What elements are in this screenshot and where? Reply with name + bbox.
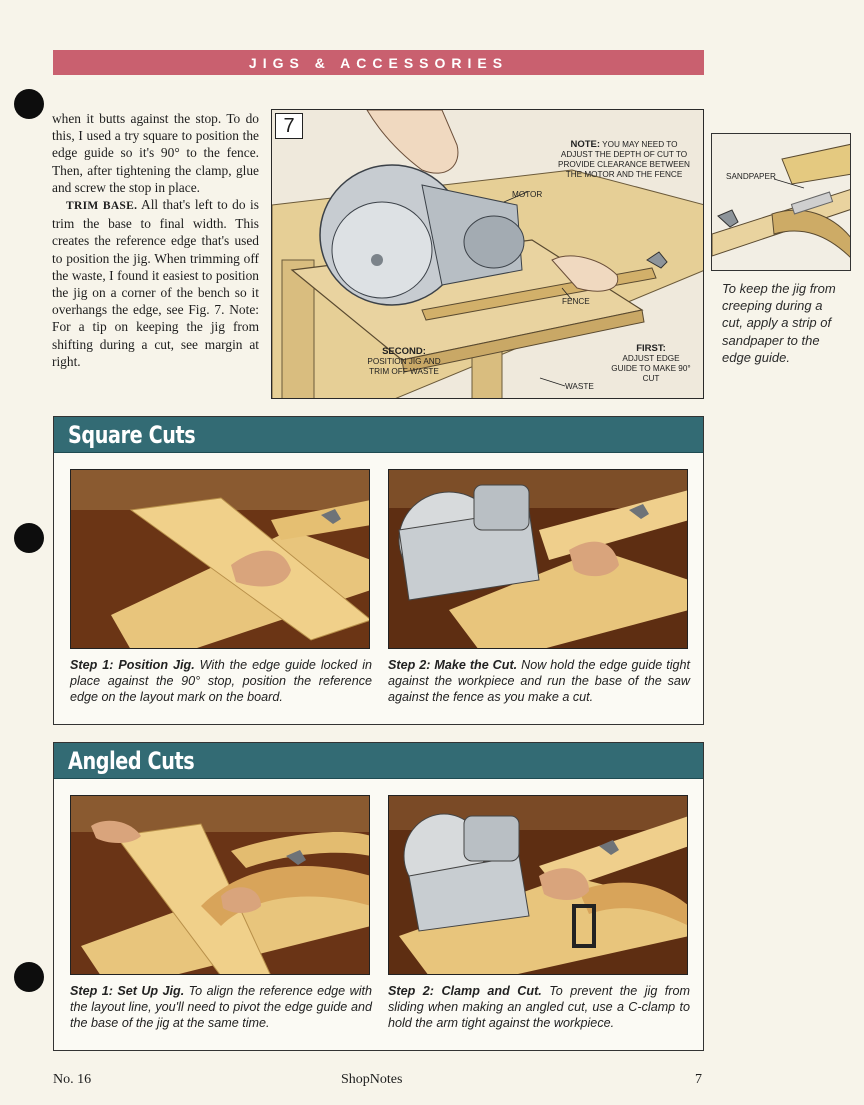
angled-cuts-title-bar [54, 743, 703, 779]
figure-second-callout [358, 347, 450, 377]
body-paragraph-1: when it butts against the stop. To do this, I used a try square to position the edge guide so it's 90° to the fence. Then, after tightening the clamp, glue and screw the stop in place. [52, 111, 259, 195]
angled-cuts-step2-photo [388, 795, 688, 975]
footer-issue-number: No. 16 [53, 1072, 92, 1087]
angled-cuts-title: Angled Cuts [68, 746, 195, 775]
square-cuts-step1-image [71, 470, 370, 649]
angled-cuts-step2-title: Step 2: Clamp and Cut. [388, 984, 542, 998]
figure-waste-label: WASTE [565, 382, 594, 391]
angled-cuts-step1-caption [70, 983, 372, 1032]
margin-sandpaper-label: SANDPAPER [726, 172, 776, 181]
angled-cuts-section [53, 742, 704, 1051]
angled-cuts-step1-text: To align the reference edge with the layout line, you'll need to pivot the edge guide and the base of the jig at the same time. [70, 984, 372, 1031]
figure-7-illustration [271, 109, 704, 399]
footer-page-number: 7 [695, 1072, 702, 1087]
binder-hole-bottom [14, 962, 44, 992]
figure-first-label: FIRST: [636, 343, 666, 354]
figure-second-label: SECOND: [382, 346, 426, 357]
trim-base-runin: TRIM BASE. [66, 200, 138, 213]
angled-cuts-step2-image [389, 796, 688, 975]
footer-magazine-name: ShopNotes [341, 1072, 403, 1087]
margin-sandpaper-drawing [712, 134, 851, 271]
square-cuts-section [53, 416, 704, 725]
figure-note-text: YOU MAY NEED TO ADJUST THE DEPTH OF CUT TO PROVIDE CLEARANCE BETWEEN THE MOTOR AND THE FENCE [558, 140, 690, 179]
body-text-column [52, 110, 259, 370]
square-cuts-step2-text: Now hold the edge guide tight against the workpiece and run the base of the saw against the fence as you make a cut. [388, 658, 691, 705]
square-cuts-step1-text: With the edge guide locked in place against the 90° stop, position the reference edge on the layout mark on the board. [70, 658, 372, 705]
square-cuts-step1-caption [70, 657, 372, 706]
section-header-bar [53, 50, 704, 75]
margin-caption: To keep the jig from creeping during a cut, apply a strip of sandpaper to the edge guide. [722, 281, 836, 365]
square-cuts-title: Square Cuts [68, 420, 196, 449]
figure-note-callout [554, 140, 694, 180]
angled-cuts-step1-photo [70, 795, 370, 975]
figure-first-callout [610, 344, 692, 384]
square-cuts-step2-photo [388, 469, 688, 649]
angled-cuts-step1-image [71, 796, 370, 975]
square-cuts-step2-image [389, 470, 688, 649]
figure-second-text: POSITION JIG AND TRIM OFF WASTE [367, 357, 441, 376]
figure-number: 7 [275, 113, 303, 139]
section-header-label: JIGS & ACCESSORIES [248, 54, 509, 71]
figure-fence-label: FENCE [562, 297, 590, 306]
figure-first-text: ADJUST EDGE GUIDE TO MAKE 90° CUT [611, 354, 691, 383]
square-cuts-step2-title: Step 2: Make the Cut. [388, 658, 518, 672]
margin-sandpaper-illustration [711, 133, 851, 271]
figure-motor-label: MOTOR [512, 190, 543, 199]
square-cuts-step1-photo [70, 469, 370, 649]
angled-cuts-step1-title: Step 1: Set Up Jig. [70, 984, 185, 998]
binder-hole-top [14, 89, 44, 119]
angled-cuts-step2-text: To prevent the jig from sliding when making an angled cut, use a C-clamp to hold the arm tight against the workpiece. [388, 984, 690, 1031]
body-paragraph-2 [52, 196, 259, 370]
square-cuts-step1-title: Step 1: Position Jig. [70, 658, 195, 672]
square-cuts-step2-caption [388, 657, 690, 706]
binder-hole-middle [14, 523, 44, 553]
body-paragraph-2-text: All that's left to do is trim the base to final width. This creates the reference edge that's used to position the jig. When trimming off the waste, I found it easiest to position the jig on a corner of the bench so it overhangs the edge, see Fig. 7. Note: For a tip on keeping the jig from shifting during a cut, see margin at right. [52, 197, 259, 369]
square-cuts-title-bar [54, 417, 703, 453]
figure-note-label: NOTE: [570, 139, 601, 150]
angled-cuts-step2-caption [388, 983, 690, 1032]
